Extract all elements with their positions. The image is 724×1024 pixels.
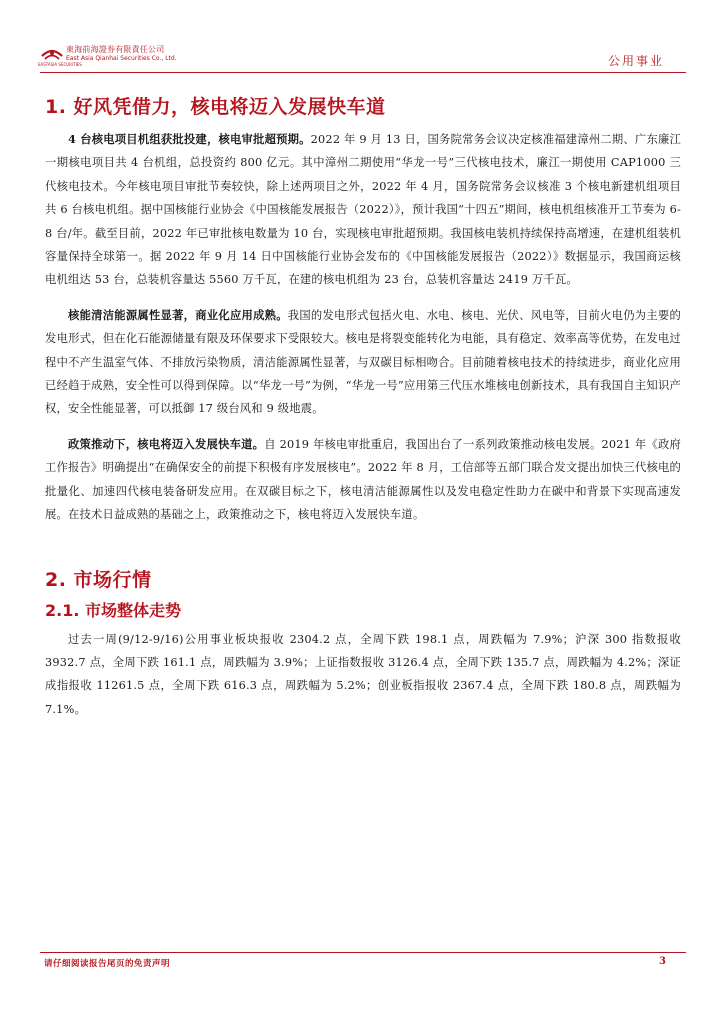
disclaimer-note: 请仔细阅读报告尾页的免责声明 [44, 959, 171, 969]
company-name-en: East Asia Qianhai Securities Co., Ltd. [66, 55, 177, 62]
paragraph-lead: 4 台核电项目机组获批投建，核电审批超预期。 [68, 132, 311, 146]
paragraph-market-trend [45, 628, 681, 722]
paragraph-text: 过去一周(9/12-9/16)公用事业板块报收 2304.2 点，全周下跌 198.1 点，周跌幅为 7.9%；沪深 300 指数报收 3932.7 点，全周下跌 161.1 点，周跌幅为 3.9%；上证指数报收 3126.4 点，全周下跌 135.7 点，周跌幅为 4.2%；深证成指报收 11261.5 点，全周下跌 616.3 点，周跌幅为 5.2%；创业板指报收 2367.4 点，全周下跌 180.8 点，周跌幅为 7.1%。 [45, 632, 681, 716]
footer-divider [40, 952, 686, 953]
paragraph-text: 2022 年 9 月 13 日，国务院常务会议决定核准福建漳州二期、广东廉江一期核电项目共 4 台机组，总投资约 800 亿元。其中漳州二期使用“华龙一号”三代核电技术，廉江一期使用 CAP1000 三代核电技术。今年核电项目审批节奏较快，除上述两项目之外，2022 年 4 月，国务院常务会议核准 3 个核电新建机组项目共 6 台核电机组。据中国核能行业协会《中国核能发展报告（2022）》，预计我国“十四五”期间，核电机组核准开工节奏为 6-8 台/年。截至目前，2022 年已审批核电数量为 10 台，实现核电审批超预期。我国核电装机持续保持高增速，在建机组装机容量保持全球第一。据 2022 年 9 月 14 日中国核能行业协会发布的《中国核能发展报告（2022）》数据显示，我国商运核电机组达 53 台，总装机容量达 5560 万千瓦，在建的核电机组为 23 台，总装机容量达 2419 万千瓦。 [45, 133, 681, 287]
company-logo-icon [40, 44, 64, 64]
paragraph-approval [45, 128, 681, 292]
paragraph-text: 我国的发电形式包括火电、水电、核电、光伏、风电等，目前火电仍为主要的发电形式，但在化石能源储量有限及环保要求下受限较大。核电是将裂变能转化为电能，具有稳定、效率高等优势，在发电过程中不产生温室气体、不排放污染物质，清洁能源属性显著，与双碳目标相吻合。目前随着核电技术的持续进步，商业化应用已经趋于成熟，安全性可以得到保障。以“华龙一号”为例，“华龙一号”应用第三代压水堆核电创新技术，具有我国自主知识产权，安全性能显著，可以抵御 17 级台风和 9 级地震。 [45, 308, 681, 416]
page-number: 3 [659, 956, 666, 967]
company-logo-subtext: EASTASIA SECURITIES [38, 62, 82, 67]
report-body [45, 92, 681, 721]
paragraph-clean-energy [45, 304, 681, 421]
company-name-cn: 東海前海證券有限責任公司 [66, 45, 165, 54]
sector-label: 公用事业 [607, 54, 664, 68]
section-1-title: 1. 好风凭借力，核电将迈入发展快车道 [45, 96, 386, 118]
company-logo [40, 42, 180, 72]
section-2-title: 2. 市场行情 [45, 568, 152, 591]
page-header [40, 42, 686, 72]
paragraph-lead: 核能清洁能源属性显著，商业化应用成熟。 [68, 307, 288, 322]
header-divider [40, 72, 686, 73]
paragraph-policy [45, 433, 681, 527]
section-2-1-title: 2.1. 市场整体走势 [45, 600, 181, 620]
paragraph-text: 自 2019 年核电审批重启，我国出台了一系列政策推动核电发展。2021 年《政府工作报告》明确提出“在确保安全的前提下积极有序发展核电”。2022 年 8 月，工信部等五部门联合发文提出加快三代核电的批量化、加速四代核电装备研发应用。在双碳目标之下，核电清洁能源属性以及发电稳定性助力在碳中和背景下实现高速发展。在技术日益成熟的基础之上，政策推动之下，核电将迈入发展快车道。 [45, 437, 681, 522]
paragraph-lead: 政策推动下，核电将迈入发展快车道。 [68, 436, 265, 451]
